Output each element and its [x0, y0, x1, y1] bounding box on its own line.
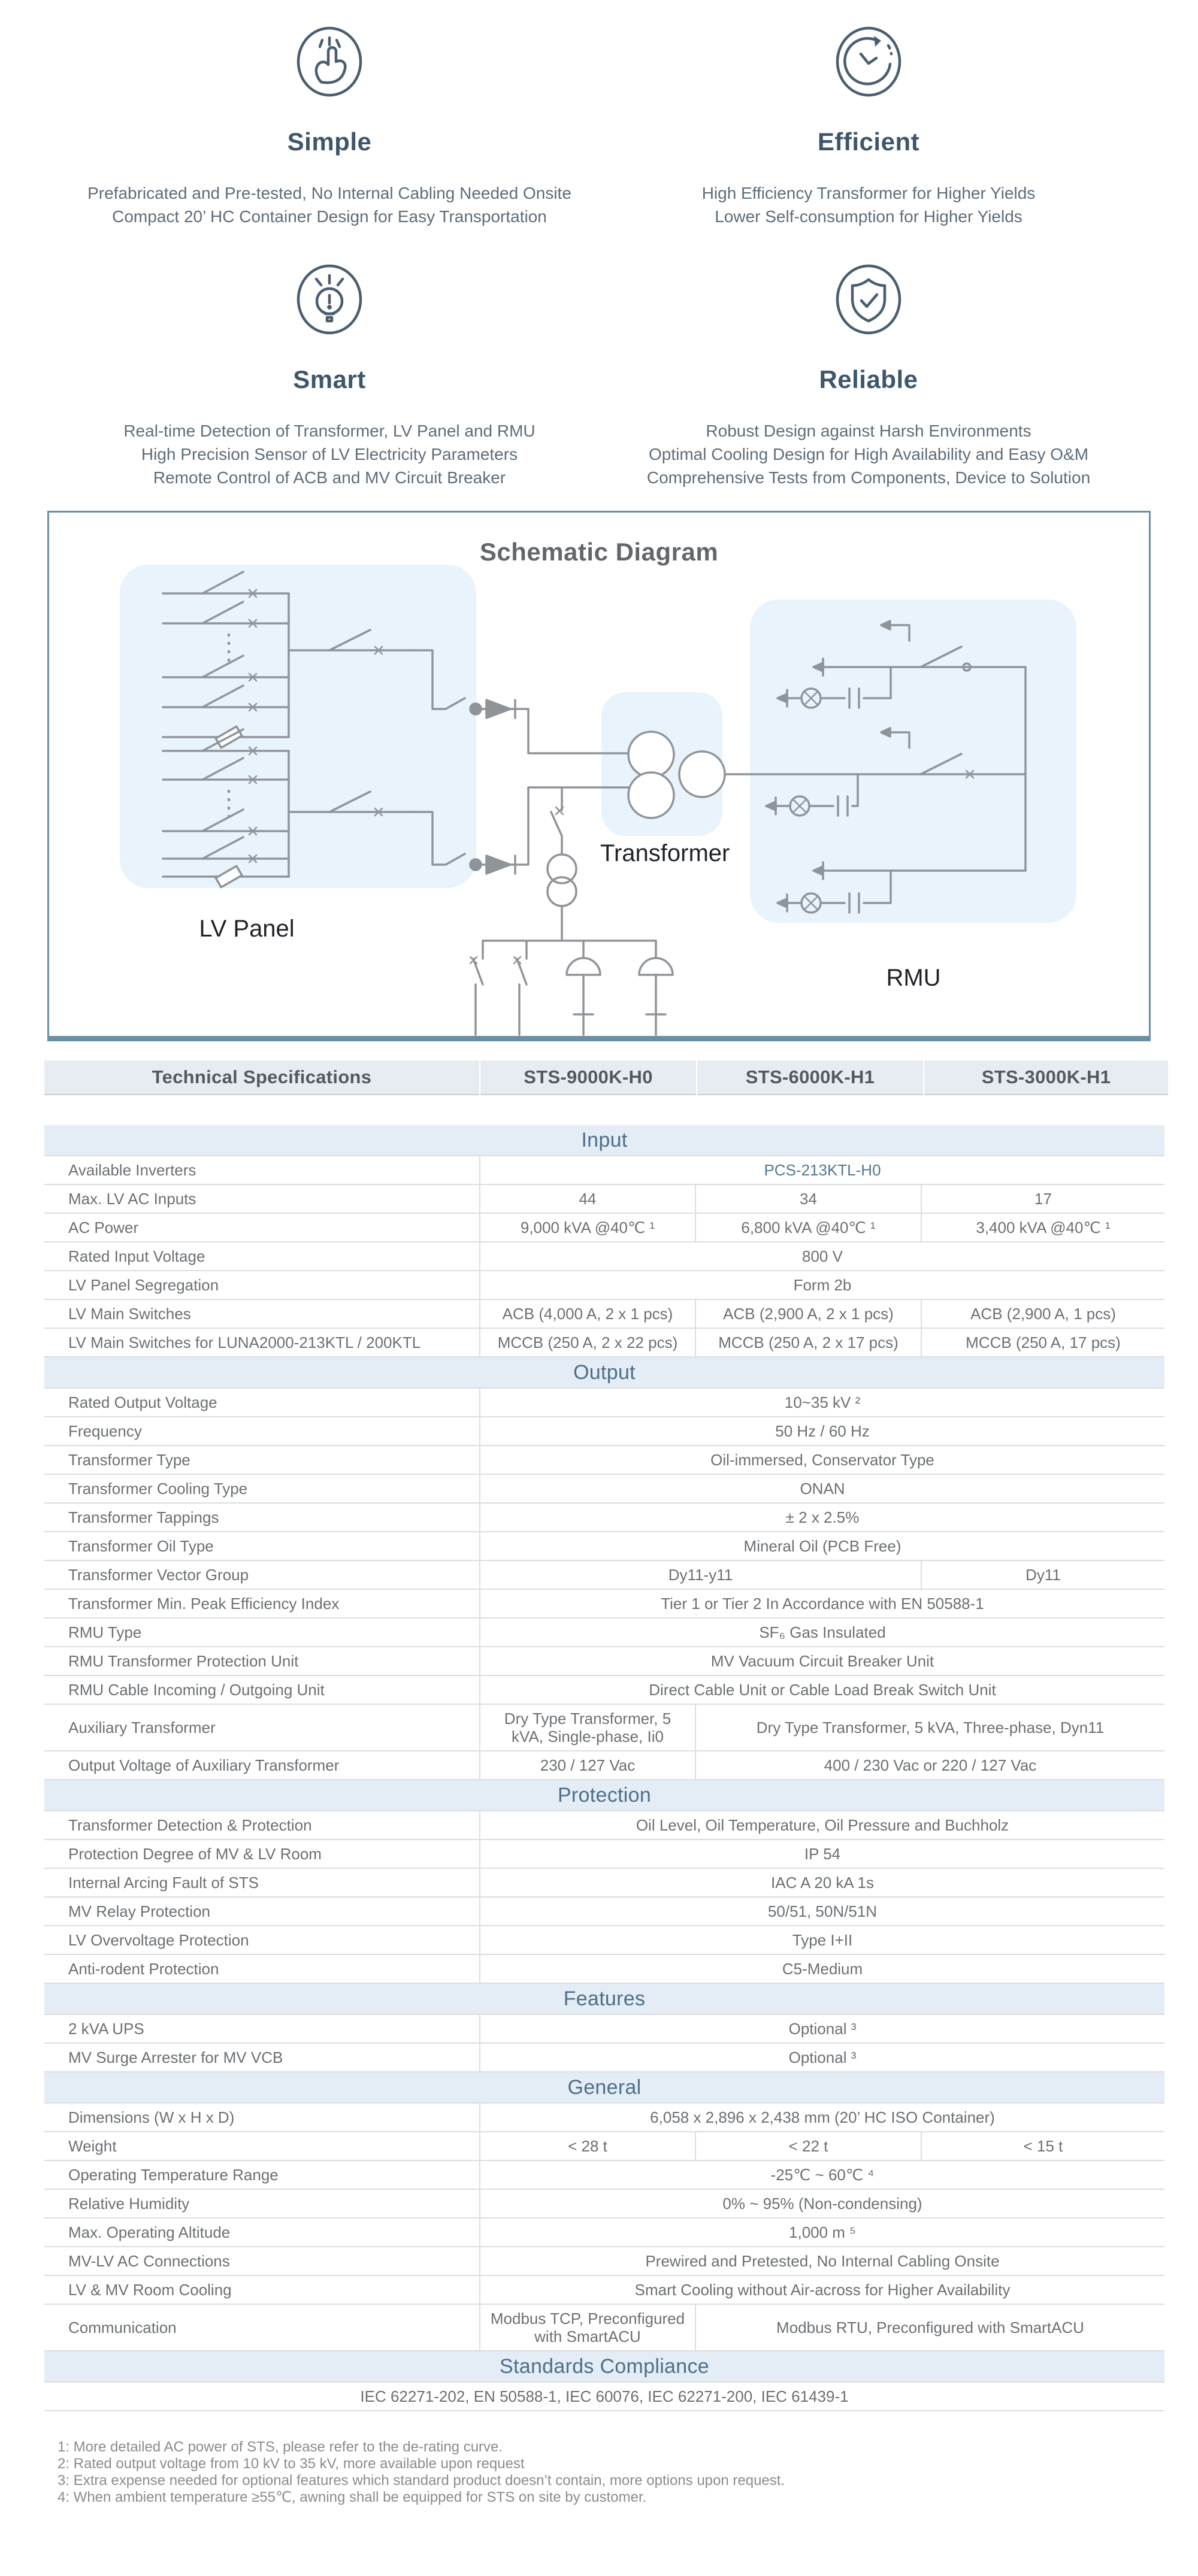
spec-label: RMU Cable Incoming / Outgoing Unit	[68, 1681, 325, 1699]
spec-row-standards-compliance-value	[44, 2383, 1164, 2411]
header-model-2: STS-6000K-H1	[697, 1060, 923, 1095]
footnote-4: 4: When ambient temperature ≥55℃, awning shall be equipped for STS on site by customer.	[58, 2489, 647, 2505]
feature-line: Robust Design against Harsh Environments	[706, 422, 1031, 440]
spec-row-mv-relay-protection	[44, 1898, 1164, 1926]
spec-value: PCS-213KTL-H0	[479, 1156, 1164, 1184]
spec-value: < 22 t	[695, 2132, 921, 2160]
spec-value: Mineral Oil (PCB Free)	[479, 1532, 1164, 1560]
spec-label: Communication	[68, 2319, 177, 2336]
spec-value: MCCB (250 A, 2 x 22 pcs)	[479, 1329, 695, 1356]
spec-label: AC Power	[68, 1219, 139, 1237]
section-header-general: General	[44, 2072, 1164, 2104]
header-model-3: STS-3000K-H1	[924, 1060, 1168, 1095]
spec-value: Type I+II	[479, 1926, 1164, 1954]
feature-title: Reliable	[819, 365, 918, 393]
feature-line: Prefabricated and Pre-tested, No Internal Cabling Needed Onsite	[87, 184, 571, 202]
feature-row-2	[0, 263, 1198, 489]
spec-value: 50/51, 50N/51N	[479, 1898, 1164, 1925]
spec-row-rated-output-voltage	[44, 1389, 1164, 1417]
spec-label: Transformer Type	[68, 1451, 190, 1469]
spec-value: IEC 62271-202, EN 50588-1, IEC 60076, IEC 62271-200, IEC 61439-1	[360, 2387, 849, 2405]
spec-row-transformer-tappings	[44, 1504, 1164, 1532]
spec-label: Rated Output Voltage	[68, 1393, 217, 1411]
spec-row-mv-lv-ac-connections	[44, 2247, 1164, 2276]
feature-simple	[60, 25, 599, 228]
spec-value: 44	[479, 1185, 695, 1213]
spec-label: LV & MV Room Cooling	[68, 2281, 232, 2299]
footnote-1: 1: More detailed AC power of STS, please refer to the de-rating curve.	[58, 2439, 503, 2455]
spec-table-header	[44, 1060, 1164, 1095]
spec-label: Relative Humidity	[68, 2195, 190, 2213]
feature-line: High Precision Sensor of LV Electricity Parameters	[141, 445, 518, 463]
spec-row-lv-overvoltage-protection	[44, 1926, 1164, 1955]
spec-label: LV Panel Segregation	[68, 1276, 219, 1294]
footnote-2: 2: Rated output voltage from 10 kV to 35 kV, more available upon request	[58, 2456, 525, 2472]
feature-line: Optimal Cooling Design for High Availability and Easy O&M	[648, 445, 1089, 463]
spec-row-2-kva-ups	[44, 2015, 1164, 2044]
spec-value: 1,000 m ⁵	[479, 2219, 1164, 2246]
spec-value: Dy11-y11	[479, 1561, 921, 1589]
feature-highlights	[0, 0, 1198, 489]
header-technical-specifications: Technical Specifications	[44, 1060, 479, 1095]
spec-value: Modbus RTU, Preconfigured with SmartACU	[695, 2305, 1164, 2350]
spec-value: 3,400 kVA @40℃ ¹	[921, 1214, 1164, 1241]
spec-value: Dry Type Transformer, 5 kVA, Single-phase, Ii0	[479, 1705, 695, 1750]
spec-row-anti-rodent-protection	[44, 1955, 1164, 1984]
spec-row-lv-main-switches-for-luna2000-213ktl-200ktl	[44, 1329, 1164, 1357]
feature-title: Simple	[287, 128, 372, 156]
spec-row-transformer-cooling-type	[44, 1475, 1164, 1504]
spec-row-max-operating-altitude	[44, 2219, 1164, 2247]
spec-label: Internal Arcing Fault of STS	[68, 1874, 259, 1892]
spec-label: Transformer Cooling Type	[68, 1480, 248, 1498]
spec-label: Dimensions (W x H x D)	[68, 2108, 235, 2126]
spec-label: LV Overvoltage Protection	[68, 1931, 249, 1949]
spec-row-lv-mv-room-cooling	[44, 2276, 1164, 2305]
spec-label: Operating Temperature Range	[68, 2166, 279, 2184]
lv-panel-label: LV Panel	[199, 916, 295, 942]
spec-label: Transformer Detection & Protection	[68, 1816, 312, 1834]
section-header-protection: Protection	[44, 1780, 1164, 1811]
feature-line: Remote Control of ACB and MV Circuit Breaker	[153, 468, 506, 487]
header-model-1: STS-9000K-H0	[480, 1060, 696, 1095]
spec-label: Transformer Tappings	[68, 1508, 219, 1526]
rmu-label: RMU	[886, 965, 941, 991]
schematic-svg	[49, 513, 1152, 1036]
spec-value: 34	[695, 1185, 921, 1213]
spec-value: Optional ³	[479, 2044, 1164, 2071]
spec-row-rmu-cable-incoming-outgoing-unit	[44, 1676, 1164, 1705]
section-header-features: Features	[44, 1984, 1164, 2015]
feature-lines	[60, 181, 599, 228]
footnotes	[58, 2439, 1198, 2506]
spec-label: Transformer Vector Group	[68, 1566, 249, 1584]
transformer-label: Transformer	[600, 840, 730, 866]
spec-row-transformer-detection-protection	[44, 1811, 1164, 1840]
feature-title: Smart	[293, 365, 366, 393]
spec-row-ac-power	[44, 1214, 1164, 1242]
footnote-3: 3: Extra expense needed for optional features which standard product doesn’t contain, more options upon request.	[58, 2472, 785, 2489]
spec-value: 230 / 127 Vac	[479, 1751, 695, 1779]
spec-label: 2 kVA UPS	[68, 2020, 144, 2038]
spec-value: ACB (2,900 A, 1 pcs)	[921, 1300, 1164, 1328]
spec-value: 17	[921, 1185, 1164, 1213]
schematic-diagram-panel	[47, 511, 1151, 1041]
spec-value: ± 2 x 2.5%	[479, 1504, 1164, 1531]
spec-table-body	[44, 1125, 1164, 2411]
spec-table	[44, 1060, 1164, 2411]
rmu-zone	[750, 599, 1076, 923]
spec-value: 0% ~ 95% (Non-condensing)	[479, 2190, 1164, 2217]
section-header-input: Input	[44, 1125, 1164, 1156]
spec-label: Transformer Oil Type	[68, 1537, 214, 1555]
spec-label: MV Relay Protection	[68, 1902, 210, 1920]
spec-row-transformer-min-peak-efficiency-index	[44, 1590, 1164, 1619]
spec-label: MV-LV AC Connections	[68, 2252, 230, 2270]
feature-lines	[60, 419, 599, 489]
spec-row-protection-degree-of-mv-lv-room	[44, 1840, 1164, 1869]
spec-label: Weight	[68, 2137, 117, 2155]
spec-row-communication	[44, 2305, 1164, 2351]
spec-value: 50 Hz / 60 Hz	[479, 1417, 1164, 1445]
spec-value: C5-Medium	[479, 1955, 1164, 1983]
spec-label: Anti-rodent Protection	[68, 1960, 219, 1978]
spec-value: 800 V	[479, 1242, 1164, 1270]
spec-value: < 15 t	[921, 2132, 1164, 2160]
shield-check-icon	[832, 263, 905, 339]
spec-value: 10~35 kV ²	[479, 1389, 1164, 1416]
spec-value: IAC A 20 kA 1s	[479, 1869, 1164, 1896]
spec-value: 400 / 230 Vac or 220 / 127 Vac	[695, 1751, 1164, 1779]
spec-value: Oil Level, Oil Temperature, Oil Pressure and Buchholz	[479, 1811, 1164, 1839]
spec-label: Auxiliary Transformer	[68, 1719, 216, 1736]
spec-label: Rated Input Voltage	[68, 1247, 205, 1265]
spec-row-rmu-type	[44, 1619, 1164, 1647]
spec-label: Frequency	[68, 1422, 142, 1440]
schematic-title: Schematic Diagram	[479, 538, 719, 566]
lightbulb-icon	[293, 263, 366, 339]
section-header-output: Output	[44, 1357, 1164, 1389]
section-header-standards-compliance: Standards Compliance	[44, 2351, 1164, 2383]
spec-value: 6,058 x 2,896 x 2,438 mm (20’ HC ISO Container)	[479, 2104, 1164, 2131]
spec-row-output-voltage-of-auxiliary-transformer	[44, 1751, 1164, 1780]
spec-value: MCCB (250 A, 17 pcs)	[921, 1329, 1164, 1356]
feature-efficient	[599, 25, 1138, 228]
spec-value: Tier 1 or Tier 2 In Accordance with EN 50588-1	[479, 1590, 1164, 1617]
spec-value: 6,800 kVA @40℃ ¹	[695, 1214, 921, 1241]
spec-value: Dry Type Transformer, 5 kVA, Three-phase, Dyn11	[695, 1705, 1164, 1750]
spec-row-lv-panel-segregation	[44, 1271, 1164, 1300]
spec-value: ACB (2,900 A, 2 x 1 pcs)	[695, 1300, 921, 1328]
feature-line: Comprehensive Tests from Components, Device to Solution	[646, 468, 1091, 487]
spec-row-transformer-oil-type	[44, 1532, 1164, 1561]
spec-value: ACB (4,000 A, 2 x 1 pcs)	[479, 1300, 695, 1328]
feature-line: Compact 20’ HC Container Design for Easy Transportation	[112, 207, 547, 226]
feature-line: Real-time Detection of Transformer, LV Panel and RMU	[123, 422, 536, 440]
spec-value: SF₆ Gas Insulated	[479, 1619, 1164, 1646]
spec-label: LV Main Switches for LUNA2000-213KTL / 200KTL	[68, 1334, 421, 1351]
spec-row-internal-arcing-fault-of-sts	[44, 1869, 1164, 1898]
spec-value: Form 2b	[479, 1271, 1164, 1299]
spec-row-dimensions-w-x-h-x-d	[44, 2104, 1164, 2132]
feature-reliable	[599, 263, 1138, 489]
spec-value: -25℃ ~ 60℃ ⁴	[479, 2161, 1164, 2189]
feature-lines	[599, 181, 1138, 228]
spec-row-lv-main-switches	[44, 1300, 1164, 1329]
snap-fingers-icon	[293, 25, 366, 101]
spec-row-transformer-vector-group	[44, 1561, 1164, 1590]
feature-row-1	[0, 25, 1198, 228]
spec-row-operating-temperature-range	[44, 2161, 1164, 2190]
spec-value: IP 54	[479, 1840, 1164, 1868]
spec-label: Protection Degree of MV & LV Room	[68, 1845, 322, 1863]
spec-row-auxiliary-transformer	[44, 1705, 1164, 1751]
clock-arrow-icon	[832, 25, 905, 101]
spec-label: LV Main Switches	[68, 1305, 191, 1323]
feature-title: Efficient	[817, 128, 920, 156]
spec-value: Dy11	[921, 1561, 1164, 1589]
spec-row-frequency	[44, 1417, 1164, 1446]
feature-lines	[599, 419, 1138, 489]
spec-label: Output Voltage of Auxiliary Transformer	[68, 1756, 340, 1774]
spec-row-weight	[44, 2132, 1164, 2161]
spec-label: RMU Type	[68, 1623, 142, 1641]
spec-value: Direct Cable Unit or Cable Load Break Switch Unit	[479, 1676, 1164, 1704]
spec-label: Transformer Min. Peak Efficiency Index	[68, 1595, 340, 1613]
spec-row-available-inverters	[44, 1156, 1164, 1185]
spec-value: Prewired and Pretested, No Internal Cabling Onsite	[479, 2247, 1164, 2275]
feature-line: Lower Self-consumption for Higher Yields	[715, 207, 1022, 226]
spec-value: Optional ³	[479, 2015, 1164, 2042]
spec-row-transformer-type	[44, 1446, 1164, 1475]
spec-value: Modbus TCP, Preconfigured with SmartACU	[479, 2305, 695, 2350]
spec-value: 9,000 kVA @40℃ ¹	[479, 1214, 695, 1241]
feature-line: High Efficiency Transformer for Higher Yields	[701, 184, 1036, 202]
lv-panel-zone	[120, 565, 476, 888]
spec-row-relative-humidity	[44, 2190, 1164, 2219]
spec-label: Available Inverters	[68, 1161, 196, 1179]
spec-value: ONAN	[479, 1475, 1164, 1502]
spec-value: Smart Cooling without Air-across for Higher Availability	[479, 2276, 1164, 2304]
spec-label: Max. Operating Altitude	[68, 2223, 231, 2241]
spec-value: MV Vacuum Circuit Breaker Unit	[479, 1647, 1164, 1675]
spec-row-mv-surge-arrester-for-mv-vcb	[44, 2044, 1164, 2072]
spec-value: MCCB (250 A, 2 x 17 pcs)	[695, 1329, 921, 1356]
spec-label: RMU Transformer Protection Unit	[68, 1652, 299, 1670]
spec-label: MV Surge Arrester for MV VCB	[68, 2048, 283, 2066]
spec-row-rmu-transformer-protection-unit	[44, 1647, 1164, 1676]
spec-value: Oil-immersed, Conservator Type	[479, 1446, 1164, 1474]
spec-row-rated-input-voltage	[44, 1242, 1164, 1271]
spec-row-max-lv-ac-inputs	[44, 1185, 1164, 1214]
spec-label: Max. LV AC Inputs	[68, 1190, 196, 1208]
feature-smart	[60, 263, 599, 489]
spec-value: < 28 t	[479, 2132, 695, 2160]
